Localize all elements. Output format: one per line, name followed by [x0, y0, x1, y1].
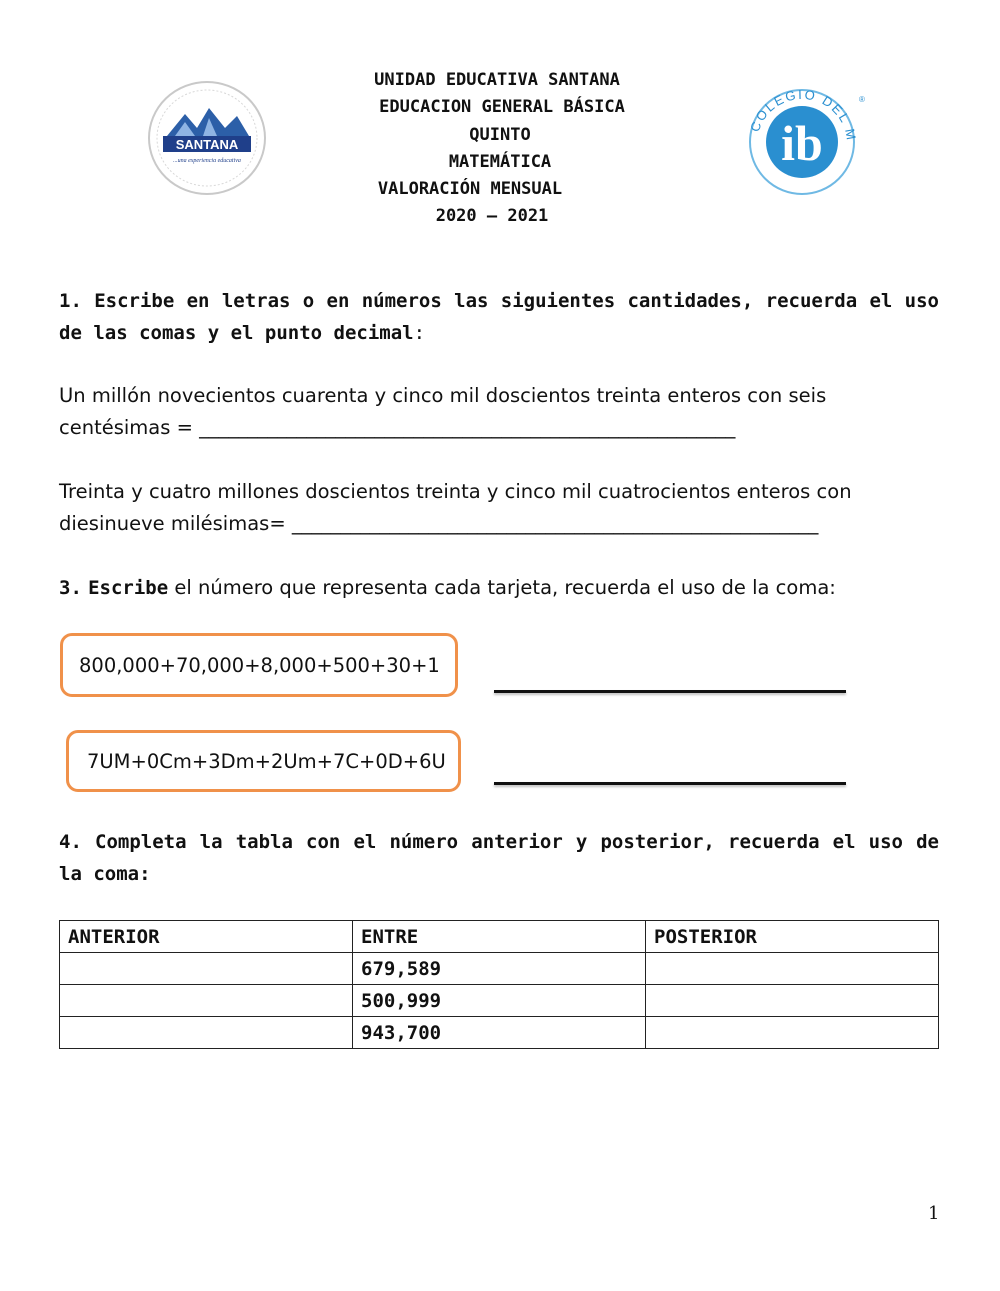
school-year: 2020 – 2021 [435, 206, 549, 226]
santana-logo-tagline: ...una experiencia educativa [173, 158, 241, 164]
question-4-number: 4. [59, 831, 82, 853]
ib-world-school-logo [735, 80, 870, 195]
answer-line-1[interactable] [494, 690, 846, 693]
cell-entre: 500,999 [353, 985, 646, 1017]
question-3-title: 3. Escribe el número que representa cada tarjeta, recuerda el uso de la coma: [59, 576, 836, 599]
question-4-title [59, 826, 939, 890]
cell-anterior[interactable] [60, 985, 353, 1017]
svg-text:®: ® [859, 95, 865, 104]
number-card-2 [66, 730, 461, 792]
cell-posterior[interactable] [646, 1017, 939, 1049]
answer-line-2[interactable] [494, 782, 846, 785]
question-1-item-2-line-2[interactable]: diesinueve milésimas= ______________________________________________________ [59, 512, 819, 535]
table-row [60, 985, 939, 1017]
evaluation-title: VALORACIÓN MENSUAL [377, 179, 563, 199]
table-row [60, 1017, 939, 1049]
table-row [60, 953, 939, 985]
santana-logo-name: SANTANA [175, 137, 239, 152]
header-anterior: ANTERIOR [60, 921, 353, 953]
question-1-title: 1. Escribe en letras o en números las siguientes cantidades, recuerda el uso de las comas y el punto decimal: [59, 290, 939, 344]
question-3-number: 3. [59, 577, 82, 599]
cell-entre: 679,589 [353, 953, 646, 985]
cell-anterior[interactable] [60, 1017, 353, 1049]
cell-entre: 943,700 [353, 1017, 646, 1049]
question-1-item-1-line-1: Un millón novecientos cuarenta y cinco mil doscientos treinta enteros con seis [59, 384, 827, 407]
ib-mark: ib [781, 115, 823, 171]
header-posterior: POSTERIOR [646, 921, 939, 953]
question-1-number: 1. [59, 290, 82, 312]
cell-anterior[interactable] [60, 953, 353, 985]
numbers-table [59, 920, 939, 1049]
page-number: 1 [928, 1203, 940, 1224]
table-header-row [60, 921, 939, 953]
santana-logo [145, 78, 269, 198]
cell-posterior[interactable] [646, 953, 939, 985]
school-name: UNIDAD EDUCATIVA SANTANA [374, 70, 620, 90]
subject-label: MATEMÁTICA [448, 152, 552, 172]
question-1-instruction: Escribe en letras o en números las siguientes cantidades, recuerda el uso de las comas y el punto decimal [59, 290, 939, 344]
cell-posterior[interactable] [646, 985, 939, 1017]
question-1-item-2-line-1: Treinta y cuatro millones doscientos treinta y cinco mil cuatrocientos enteros con [59, 480, 852, 503]
program-name: EDUCACION GENERAL BÁSICA [379, 97, 625, 117]
number-card-2-text: 7UM+0Cm+3Dm+2Um+7C+0D+6U [87, 749, 446, 773]
ib-ring-text: COLEGIO DEL M [746, 86, 860, 143]
grade-label: QUINTO [469, 125, 531, 145]
question-1-item-1-line-2[interactable]: centésimas = _______________________________________________________ [59, 416, 736, 439]
question-4-instruction: Completa la tabla con el número anterior y posterior, recuerda el uso de la coma: [59, 831, 939, 885]
header-entre: ENTRE [353, 921, 646, 953]
number-card-1-text: 800,000+70,000+8,000+500+30+1 [79, 653, 440, 677]
number-card-1 [60, 633, 458, 697]
question-3-verb: Escribe [88, 577, 169, 599]
